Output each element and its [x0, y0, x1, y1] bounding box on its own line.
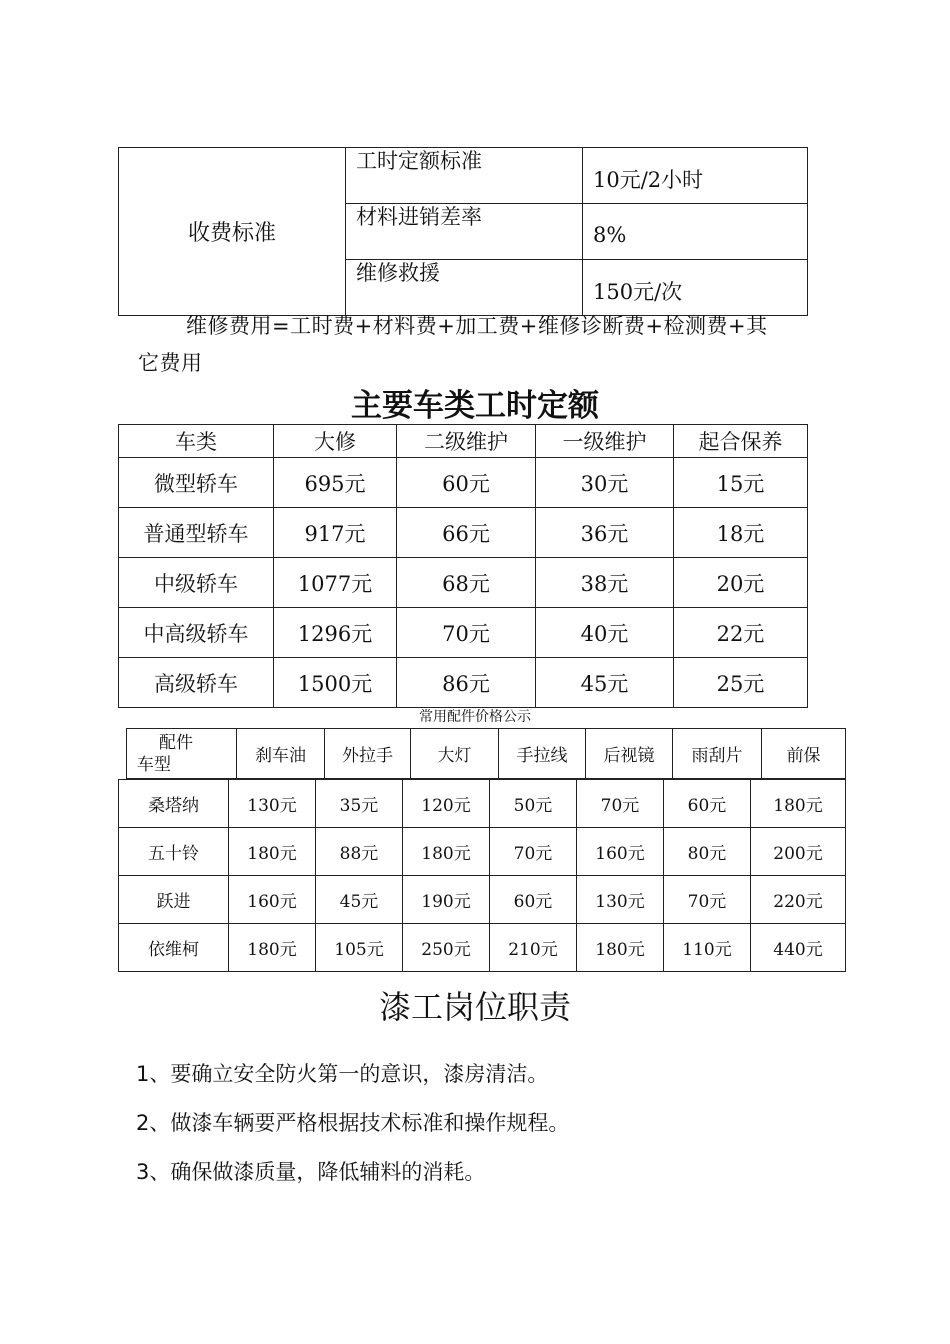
- column-header: 后视镜: [586, 729, 673, 779]
- table-cell: 15元: [674, 458, 808, 508]
- parts-price-header: [126, 728, 846, 779]
- table-cell: 917元: [274, 508, 397, 558]
- fee-standard-label: 收费标准: [119, 148, 346, 316]
- table-cell: 微型轿车: [119, 458, 274, 508]
- table-header-row: [119, 425, 808, 458]
- list-item: 2、做漆车辆要严格根据技术标准和操作规程。: [136, 1111, 570, 1135]
- table-cell: 普通型轿车: [119, 508, 274, 558]
- table-row: [119, 780, 846, 828]
- table-cell: 桑塔纳: [119, 780, 229, 828]
- fee-item-label: 工时定额标准: [346, 148, 583, 204]
- table-cell: 180元: [229, 924, 316, 972]
- table-cell: 66元: [397, 508, 536, 558]
- table-cell: 180元: [229, 828, 316, 876]
- table-cell: 中级轿车: [119, 558, 274, 608]
- table-cell: 80元: [664, 828, 751, 876]
- column-header: 外拉手: [325, 729, 411, 779]
- column-header: 起合保养: [674, 425, 808, 458]
- table-header-row: [127, 729, 846, 779]
- labor-section-title: 主要车类工时定额: [351, 388, 599, 424]
- table-cell: 50元: [490, 780, 577, 828]
- table-cell: 40元: [536, 608, 674, 658]
- table-cell: 1296元: [274, 608, 397, 658]
- fee-item-value: 10元/2小时: [583, 148, 808, 204]
- table-cell: 60元: [664, 780, 751, 828]
- table-cell: 45元: [316, 876, 403, 924]
- fee-item-value: 8%: [583, 204, 808, 260]
- table-cell: 180元: [577, 924, 664, 972]
- table-row: [119, 508, 808, 558]
- table-cell: 120元: [403, 780, 490, 828]
- table-cell: 36元: [536, 508, 674, 558]
- table-row: [119, 828, 846, 876]
- table-cell: 695元: [274, 458, 397, 508]
- table-cell: 跃进: [119, 876, 229, 924]
- table-cell: 110元: [664, 924, 751, 972]
- formula-line-1: 维修费用=工时费+材料费+加工费+维修诊断费+检测费+其: [186, 314, 768, 338]
- table-cell: 中高级轿车: [119, 608, 274, 658]
- table-cell: 1500元: [274, 658, 397, 708]
- table-cell: 25元: [674, 658, 808, 708]
- table-cell: 70元: [490, 828, 577, 876]
- table-row: [119, 148, 808, 204]
- fee-item-label: 材料进销差率: [346, 204, 583, 260]
- column-header: 刹车油: [237, 729, 325, 779]
- table-cell: 18元: [674, 508, 808, 558]
- fee-item-label: 维修救援: [346, 260, 583, 316]
- table-cell: 210元: [490, 924, 577, 972]
- column-header: 大灯: [411, 729, 499, 779]
- formula-line-2: 它费用: [138, 351, 203, 375]
- table-cell: 130元: [577, 876, 664, 924]
- list-item: 1、要确立安全防火第一的意识，漆房清洁。: [136, 1062, 549, 1086]
- table-cell: 1077元: [274, 558, 397, 608]
- table-cell: 70元: [577, 780, 664, 828]
- column-header: 前保: [762, 729, 846, 779]
- table-cell: 高级轿车: [119, 658, 274, 708]
- table-cell: 20元: [674, 558, 808, 608]
- table-row: [119, 558, 808, 608]
- table-cell: 440元: [751, 924, 846, 972]
- column-header: 二级维护: [397, 425, 536, 458]
- table-cell: 160元: [577, 828, 664, 876]
- table-cell: 220元: [751, 876, 846, 924]
- table-cell: 130元: [229, 780, 316, 828]
- table-cell: 180元: [751, 780, 846, 828]
- table-cell: 22元: [674, 608, 808, 658]
- table-cell: 250元: [403, 924, 490, 972]
- column-header: 一级维护: [536, 425, 674, 458]
- table-row: [119, 458, 808, 508]
- table-cell: 200元: [751, 828, 846, 876]
- table-cell: 38元: [536, 558, 674, 608]
- column-header: 手拉线: [499, 729, 586, 779]
- parts-price-caption: 常用配件价格公示: [419, 709, 531, 725]
- parts-price-table: [118, 779, 846, 972]
- corner-header-cell: [127, 729, 237, 779]
- table-cell: 190元: [403, 876, 490, 924]
- table-cell: 35元: [316, 780, 403, 828]
- column-header: 雨刮片: [673, 729, 762, 779]
- table-cell: 60元: [397, 458, 536, 508]
- table-cell: 依维柯: [119, 924, 229, 972]
- table-cell: 68元: [397, 558, 536, 608]
- labor-quota-table: [118, 424, 808, 708]
- table-cell: 105元: [316, 924, 403, 972]
- fee-item-value: 150元/次: [583, 260, 808, 316]
- list-item: 3、确保做漆质量，降低辅料的消耗。: [136, 1160, 486, 1184]
- corner-bottom-label: 车型: [137, 754, 171, 775]
- table-row: [119, 876, 846, 924]
- table-cell: 五十铃: [119, 828, 229, 876]
- table-row: [119, 658, 808, 708]
- column-header: 车类: [119, 425, 274, 458]
- table-cell: 70元: [397, 608, 536, 658]
- table-cell: 30元: [536, 458, 674, 508]
- corner-top-label: 配件: [159, 732, 193, 753]
- table-cell: 180元: [403, 828, 490, 876]
- duty-section-title: 漆工岗位职责: [378, 988, 571, 1026]
- table-cell: 86元: [397, 658, 536, 708]
- fee-standard-table: [118, 147, 808, 316]
- column-header: 大修: [274, 425, 397, 458]
- table-cell: 88元: [316, 828, 403, 876]
- cost-formula: [138, 308, 828, 382]
- table-row: [119, 608, 808, 658]
- table-row: [119, 924, 846, 972]
- table-cell: 60元: [490, 876, 577, 924]
- duty-list: [136, 1058, 569, 1205]
- table-cell: 160元: [229, 876, 316, 924]
- table-cell: 45元: [536, 658, 674, 708]
- table-cell: 70元: [664, 876, 751, 924]
